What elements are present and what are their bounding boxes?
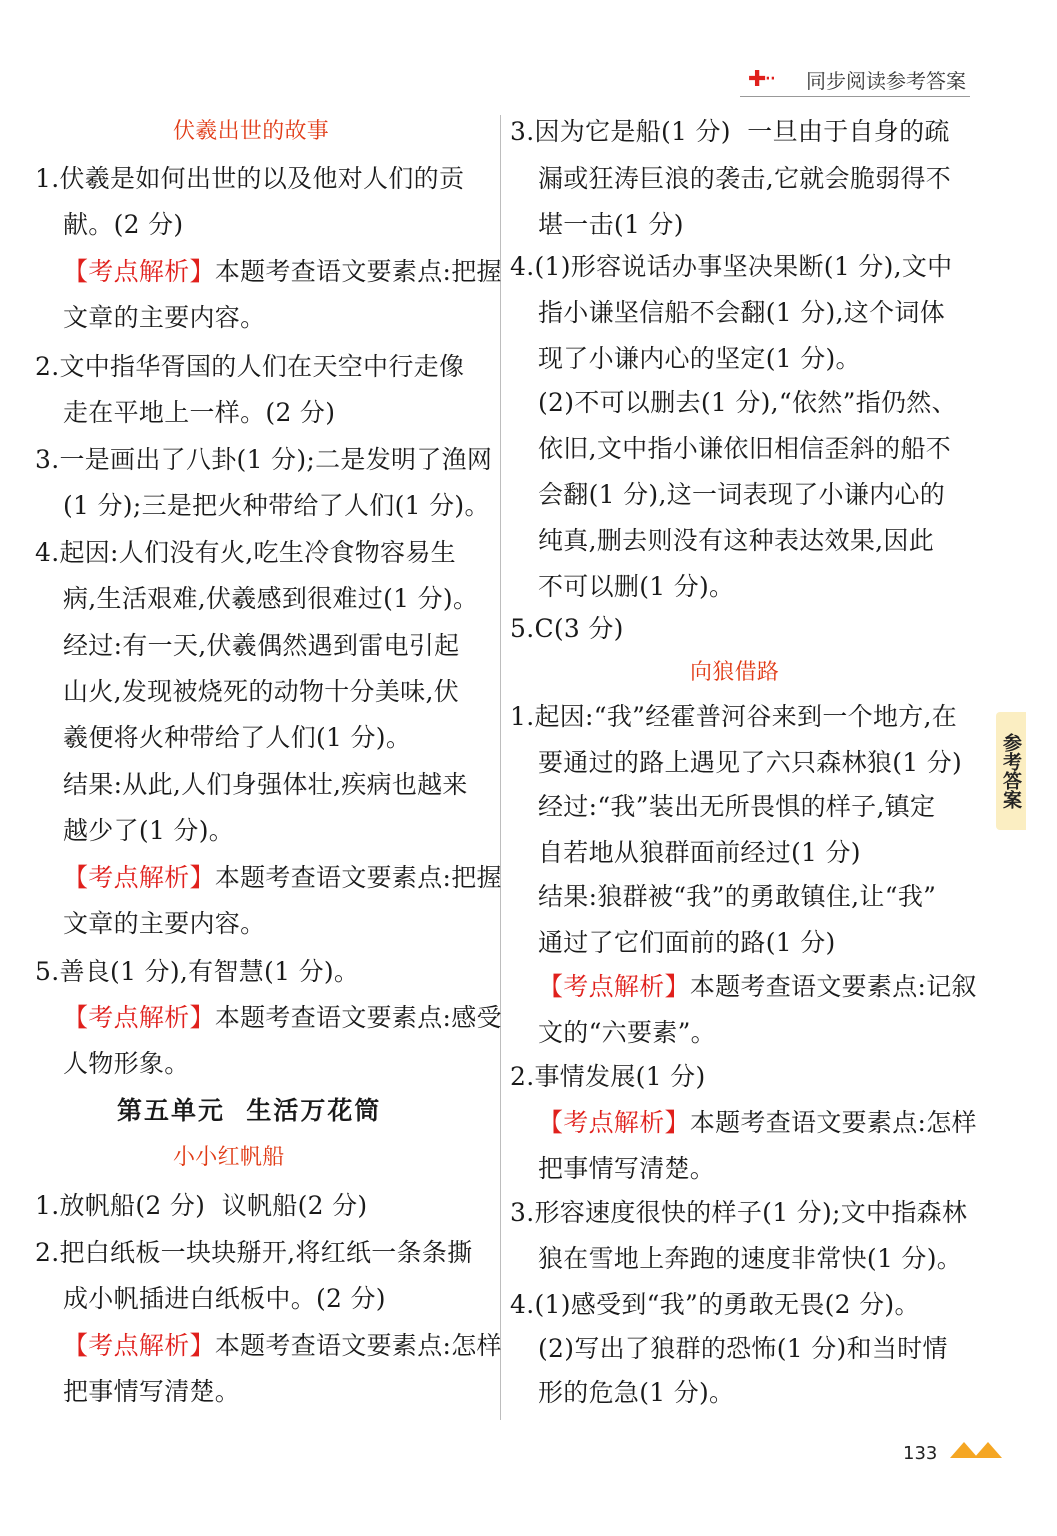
answer-line <box>510 1062 706 1092</box>
header-title: 同步阅读参考答案 <box>806 69 966 93</box>
line-text: 2.文中指华胥国的人们在天空中行走像 <box>35 352 465 381</box>
answer-line <box>538 1154 715 1184</box>
line-text: (2)不可以删去(1 分),“依然”指仍然、 <box>538 388 957 417</box>
answer-line <box>63 1049 190 1079</box>
line-text: 文章的主要内容。 <box>63 909 266 938</box>
line-text: 1.放帆船(2 分) 议帆船(2 分) <box>35 1191 368 1220</box>
line-text: 文章的主要内容。 <box>63 303 266 332</box>
line-text: 结果:从此,人们身强体壮,疾病也越来 <box>63 770 468 799</box>
answer-line <box>538 480 945 510</box>
answer-line <box>538 1378 734 1408</box>
answer-line <box>63 303 265 333</box>
answer-line <box>63 816 234 846</box>
line-text: 山火,发现被烧死的动物十分美味,伏 <box>63 677 459 706</box>
line-text: 献。(2 分) <box>63 210 184 239</box>
answer-line <box>35 1238 473 1268</box>
answer-line <box>510 117 950 147</box>
answer-line <box>538 164 951 194</box>
answer-line <box>510 252 952 282</box>
line-text: 伏羲出世的故事 <box>173 119 330 144</box>
line-text: 本题考查语文要素点:把握 <box>214 863 502 892</box>
line-text: 4.(1)感受到“我”的勇敢无畏(2 分)。 <box>510 1290 920 1319</box>
line-text: 纯真,删去则没有这种表达效果,因此 <box>538 526 934 555</box>
key-point-tag: 【考点解析】 <box>63 1003 215 1032</box>
line-text: 通过了它们面前的路(1 分) <box>538 928 836 957</box>
answer-line <box>35 164 464 194</box>
answer-line <box>538 792 935 822</box>
page-header <box>740 68 970 97</box>
line-text: 狼在雪地上奔跑的速度非常快(1 分)。 <box>538 1244 963 1273</box>
star-decoration-icon: ✚·· <box>748 67 775 92</box>
key-point-tag: 【考点解析】 <box>538 1108 690 1137</box>
line-text: 3.因为它是船(1 分) 一旦由于自身的疏 <box>510 117 950 146</box>
answer-line <box>538 1244 962 1274</box>
line-text: (2)写出了狼群的恐怖(1 分)和当时情 <box>538 1334 948 1363</box>
answer-line <box>35 352 464 382</box>
column-divider <box>500 115 501 1420</box>
side-tab-reference-answers: 参考答案 <box>996 712 1026 830</box>
key-point-tag: 【考点解析】 <box>538 972 690 1001</box>
answer-line <box>63 584 478 614</box>
line-text: 5.善良(1 分),有智慧(1 分)。 <box>35 957 360 986</box>
line-text: 现了小谦内心的坚定(1 分)。 <box>538 344 861 373</box>
line-text: 自若地从狼群面前经过(1 分) <box>538 838 861 867</box>
line-text: 文的“六要素”。 <box>538 1018 716 1047</box>
answer-line <box>538 210 684 240</box>
section-title <box>173 1143 285 1173</box>
answer-line <box>538 928 836 958</box>
line-text: 本题考查语文要素点:记叙 <box>689 972 977 1001</box>
line-text: 向狼借路 <box>690 660 780 685</box>
line-text: 羲便将火种带给了人们(1 分)。 <box>63 723 412 752</box>
line-text: 5.C(3 分) <box>510 614 624 643</box>
line-text: 把事情写清楚。 <box>63 1377 241 1406</box>
line-text: 走在平地上一样。(2 分) <box>63 398 336 427</box>
answer-line <box>538 344 861 374</box>
answer-line <box>35 445 492 475</box>
line-text: 人物形象。 <box>63 1049 190 1078</box>
page-number: 133 <box>903 1443 938 1464</box>
answer-line <box>35 538 456 568</box>
answer-line <box>63 631 459 661</box>
key-point-tag: 【考点解析】 <box>63 1331 215 1360</box>
answer-line <box>63 491 490 521</box>
answer-line <box>63 210 183 240</box>
line-text: 第五单元 生活万花筒 <box>117 1096 382 1125</box>
line-text: 本题考查语文要素点:怎样 <box>689 1108 977 1137</box>
line-text: 经过:“我”装出无所畏惧的样子,镇定 <box>538 792 936 821</box>
answer-line <box>538 572 734 602</box>
answer-line <box>538 1018 716 1048</box>
answer-line <box>538 526 934 556</box>
answer-line <box>538 434 951 464</box>
answer-line <box>63 1284 386 1314</box>
line-text: 1.起因:“我”经霍普河谷来到一个地方,在 <box>510 702 958 731</box>
line-text: 不可以删(1 分)。 <box>538 572 735 601</box>
line-text: 形的危急(1 分)。 <box>538 1378 735 1407</box>
line-text: 小小红帆船 <box>173 1145 285 1170</box>
unit-title <box>117 1096 381 1126</box>
answer-line <box>538 882 936 912</box>
line-text: 结果:狼群被“我”的勇敢镇住,让“我” <box>538 882 937 911</box>
answer-line <box>510 614 624 644</box>
answer-line <box>510 1290 920 1320</box>
answer-line <box>538 972 977 1002</box>
answer-line <box>538 1108 977 1138</box>
line-text: 漏或狂涛巨浪的袭击,它就会脆弱得不 <box>538 164 952 193</box>
answer-line <box>63 1003 502 1033</box>
line-text: 本题考查语文要素点:把握 <box>214 257 502 286</box>
line-text: 会翻(1 分),这一词表现了小谦内心的 <box>538 480 946 509</box>
answer-line <box>538 298 945 328</box>
answer-line <box>538 838 861 868</box>
answer-line <box>63 1331 502 1361</box>
line-text: 3.形容速度很快的样子(1 分);文中指森林 <box>510 1198 968 1227</box>
key-point-tag: 【考点解析】 <box>63 863 215 892</box>
section-title <box>173 117 329 147</box>
answer-line <box>63 770 468 800</box>
line-text: 本题考查语文要素点:感受 <box>214 1003 502 1032</box>
line-text: 本题考查语文要素点:怎样 <box>214 1331 502 1360</box>
answer-line <box>35 957 359 987</box>
answer-line <box>510 702 957 732</box>
answer-line <box>538 748 962 778</box>
answer-line <box>63 723 411 753</box>
line-text: 要通过的路上遇见了六只森林狼(1 分) <box>538 748 963 777</box>
answer-line <box>63 257 502 287</box>
line-text: 把事情写清楚。 <box>538 1154 716 1183</box>
line-text: 病,生活艰难,伏羲感到很难过(1 分)。 <box>63 584 479 613</box>
answer-line <box>63 1377 240 1407</box>
section-title <box>690 658 779 688</box>
answer-line <box>63 909 265 939</box>
answer-line <box>538 1334 948 1364</box>
line-text: 经过:有一天,伏羲偶然遇到雷电引起 <box>63 631 460 660</box>
line-text: 3.一是画出了八卦(1 分);二是发明了渔网 <box>35 445 493 474</box>
answer-line <box>63 398 335 428</box>
line-text: 成小帆插进白纸板中。(2 分) <box>63 1284 386 1313</box>
line-text: 堪一击(1 分) <box>538 210 684 239</box>
answer-line <box>63 677 459 707</box>
answer-line <box>63 863 502 893</box>
line-text: 2.事情发展(1 分) <box>510 1062 706 1091</box>
line-text: 4.(1)形容说话办事坚决果断(1 分),文中 <box>510 252 953 281</box>
key-point-tag: 【考点解析】 <box>63 257 215 286</box>
line-text: 依旧,文中指小谦依旧相信歪斜的船不 <box>538 434 952 463</box>
line-text: (1 分);三是把火种带给了人们(1 分)。 <box>63 491 490 520</box>
answer-line <box>35 1191 367 1221</box>
answer-line <box>510 1198 967 1228</box>
line-text: 2.把白纸板一块块掰开,将红纸一条条撕 <box>35 1238 473 1267</box>
line-text: 越少了(1 分)。 <box>63 816 235 845</box>
line-text: 1.伏羲是如何出世的以及他对人们的贡 <box>35 164 465 193</box>
line-text: 指小谦坚信船不会翻(1 分),这个词体 <box>538 298 946 327</box>
line-text: 4.起因:人们没有火,吃生冷食物容易生 <box>35 538 456 567</box>
answer-line <box>538 388 957 418</box>
